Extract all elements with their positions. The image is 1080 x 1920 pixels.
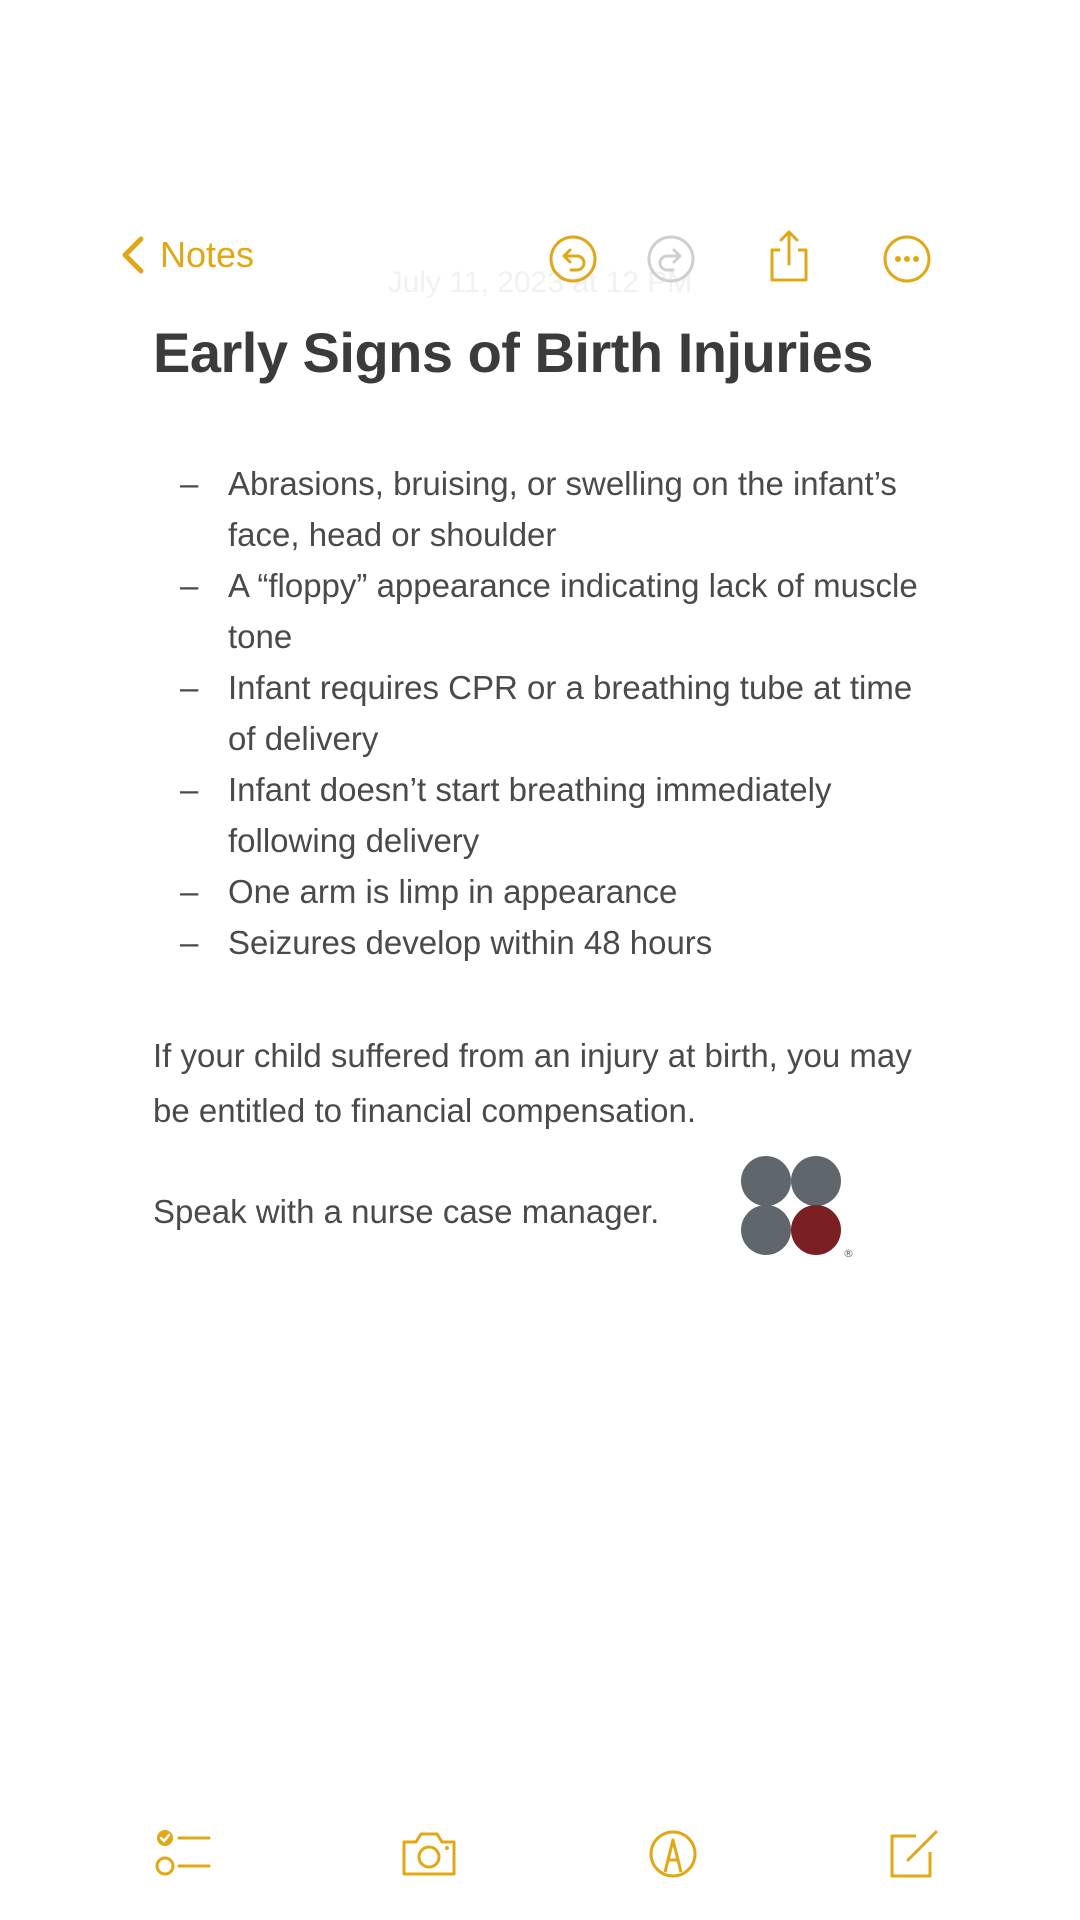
camera-icon[interactable] bbox=[400, 1828, 458, 1880]
list-item: – One arm is limp in appearance bbox=[180, 873, 678, 910]
list-item: – A “floppy” appearance indicating lack of muscle tone bbox=[180, 567, 918, 655]
share-icon[interactable] bbox=[764, 228, 814, 284]
top-toolbar bbox=[0, 226, 1080, 296]
list-item: – Seizures develop within 48 hours bbox=[180, 924, 713, 961]
list-item: – Abrasions, bruising, or swelling on the infant’s face, head or shoulder bbox=[180, 465, 897, 553]
note-date: July 11, 2023 at 12 PM bbox=[387, 266, 693, 299]
checklist-icon[interactable] bbox=[155, 1828, 213, 1880]
more-icon[interactable] bbox=[882, 234, 932, 284]
back-button[interactable] bbox=[120, 234, 254, 276]
back-label: Notes bbox=[160, 234, 255, 275]
chevron-left-icon bbox=[120, 235, 146, 275]
note-title: Early Signs of Birth Injuries bbox=[153, 321, 873, 384]
bullet-list bbox=[180, 458, 940, 968]
list-item: – Infant requires CPR or a breathing tube at time of delivery bbox=[180, 669, 913, 757]
list-item: – Infant doesn’t start breathing immediately following delivery bbox=[180, 771, 832, 859]
compensation-paragraph: If your child suffered from an injury at birth, you may be entitled to financial compensation. bbox=[153, 1037, 912, 1129]
redo-icon[interactable] bbox=[646, 234, 696, 284]
bottom-toolbar bbox=[0, 1828, 1080, 1888]
undo-icon[interactable] bbox=[548, 234, 598, 284]
brand-logo[interactable] bbox=[740, 1155, 852, 1259]
cta-text[interactable]: Speak with a nurse case manager. bbox=[153, 1193, 660, 1230]
markup-icon[interactable] bbox=[644, 1828, 702, 1880]
svg-text:®: ® bbox=[843, 1247, 854, 1260]
four-dots-logo-icon bbox=[740, 1155, 852, 1259]
compose-icon[interactable] bbox=[886, 1828, 944, 1880]
